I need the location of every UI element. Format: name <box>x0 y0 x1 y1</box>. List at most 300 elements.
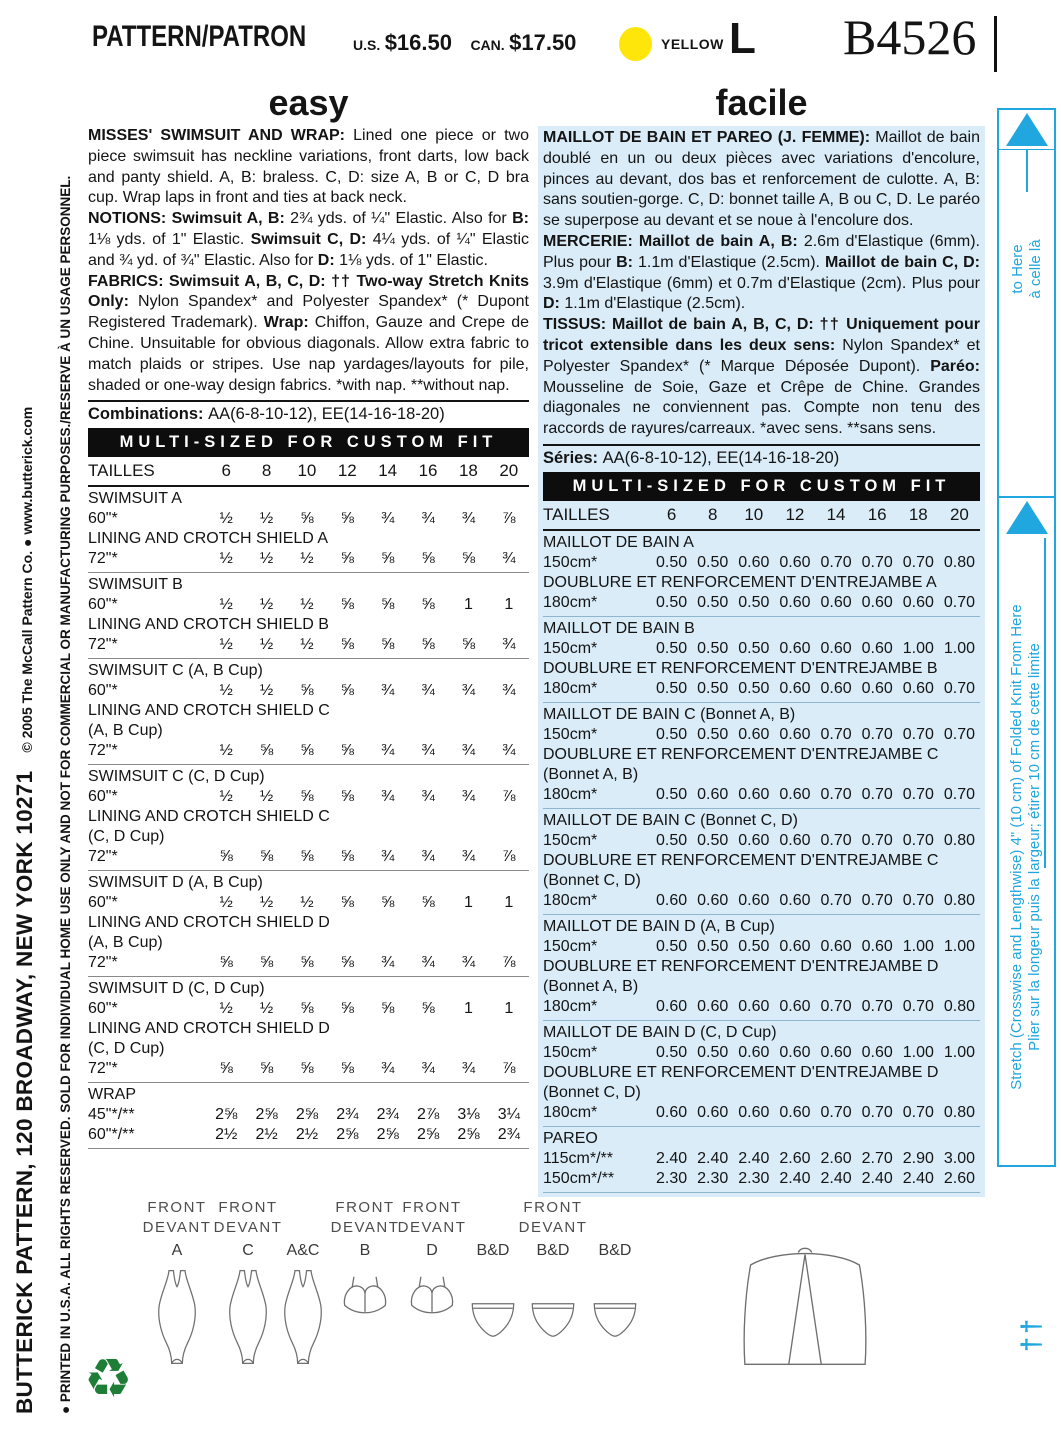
yardage-block <box>543 702 980 808</box>
view-heading: LINING AND CROTCH SHIELD B <box>88 616 329 634</box>
view-heading: LINING AND CROTCH SHIELD C <box>88 702 330 720</box>
yardage-value: 0.60 <box>779 725 811 743</box>
yardage-row <box>543 593 980 613</box>
publisher-address-vertical <box>12 104 38 1414</box>
recycle-icon: ♻ <box>84 1349 133 1409</box>
yardage-value: 0.70 <box>820 997 852 1015</box>
text-run: Mousseline de Soie, Gaze et Crêpe de Chine. Grandes diagonales ne conviennent pas. Compte non tenu des raccords de rayures/carreaux. *avec sens. **sans sens. <box>543 378 980 438</box>
panty-illustration <box>526 1298 580 1342</box>
view-heading: MAILLOT DE BAIN C (Bonnet C, D) <box>543 811 798 829</box>
view-heading: MAILLOT DE BAIN D (C, D Cup) <box>543 1023 777 1041</box>
yardage-value: 0.50 <box>697 1043 729 1061</box>
yardage-value: 0.60 <box>779 997 811 1015</box>
view-heading: (C, D Cup) <box>88 828 165 846</box>
text-run: Chiffon, Gauze and Crepe de Chine. Unsuitable for obvious diagonals. Allow extra fabric to match plaids or stripes. Use nap yardages/layouts for pile, shaded or one-way design fabrics. *with nap. **without nap. <box>88 314 529 394</box>
description-fr <box>543 128 980 440</box>
yardage-value: 2.60 <box>820 1149 852 1167</box>
yardage-value: 2¾ <box>497 1126 520 1144</box>
fabric-width-label: 180cm* <box>543 997 598 1015</box>
yardage-value: ⅝ <box>340 682 354 700</box>
fabric-width-label: 150cm* <box>543 725 598 743</box>
fabric-width-label: 115cm*/** <box>543 1149 613 1167</box>
view-heading: MAILLOT DE BAIN D (A, B Cup) <box>543 917 775 935</box>
yardage-value: 1.00 <box>943 1043 975 1061</box>
fabric-width-label: 60"* <box>88 510 118 528</box>
yardage-value: ¾ <box>381 682 395 700</box>
garment-figure-b-d <box>580 1198 650 1347</box>
yardage-value: 0.60 <box>697 785 729 803</box>
garment-figure-d <box>397 1198 467 1327</box>
yardage-value: ¾ <box>421 848 435 866</box>
yardage-value: 2.40 <box>738 1149 770 1167</box>
can-price-label: CAN. <box>470 37 505 53</box>
yardage-value: ⅝ <box>259 954 274 972</box>
yardage-value: 0.80 <box>943 1103 975 1121</box>
yardage-block <box>543 1020 980 1126</box>
garment-figure-a-c <box>268 1198 338 1371</box>
yardage-value: 0.60 <box>697 1103 729 1121</box>
yardage-block <box>88 1082 529 1148</box>
yardage-value: ⅝ <box>219 848 233 866</box>
yardage-value: ⅝ <box>340 742 354 760</box>
text-run-bold: MISSES' SWIMSUIT AND WRAP: <box>88 127 354 144</box>
yardage-value: 2.70 <box>861 1149 893 1167</box>
text-run: 1⅛ yds. of 1" Elastic. <box>339 251 488 269</box>
yardage-value: 0.70 <box>861 1103 893 1121</box>
view-heading: SWIMSUIT B <box>88 576 183 594</box>
yardage-value: 0.70 <box>943 725 975 743</box>
yardage-value: ¾ <box>421 954 435 972</box>
yardage-value: 0.70 <box>861 997 893 1015</box>
yardage-value: 0.70 <box>861 785 893 803</box>
gauge-label-fr: Plier sur la longeur puis la largeur; étirer 10 cm de cette limite <box>1025 643 1043 1051</box>
yardage-value: 0.80 <box>943 997 975 1015</box>
fabric-width-label: 180cm* <box>543 785 598 803</box>
view-heading: DOUBLURE ET RENFORCEMENT D'ENTREJAMBE D <box>543 957 939 975</box>
yardage-value: 0.60 <box>655 1103 688 1121</box>
text-run: AA(6-8-10-12), EE(14-16-18-20) <box>602 448 840 467</box>
arrow-stem <box>1044 538 1046 868</box>
yardage-value: 0.60 <box>820 639 852 657</box>
garment-figure-b <box>330 1198 400 1327</box>
yardage-value: ½ <box>219 742 233 760</box>
panty-illustration <box>466 1298 520 1342</box>
yardage-value: ⅝ <box>340 1000 354 1018</box>
fabric-width-label: 180cm* <box>543 593 598 611</box>
yardage-value: ½ <box>300 550 314 568</box>
yardage-value: ½ <box>219 636 233 654</box>
yardage-row <box>88 681 529 701</box>
fabric-width-label: 150cm* <box>543 831 598 849</box>
yardage-value: ⅝ <box>219 954 233 972</box>
yardage-value: 0.60 <box>861 1043 893 1061</box>
yardage-block <box>88 976 529 1082</box>
yardage-value: ½ <box>259 596 274 614</box>
yardage-value: 0.50 <box>697 937 729 955</box>
front-devant-label <box>142 1198 212 1242</box>
yardage-value: 0.50 <box>655 639 688 657</box>
yardage-value: 0.60 <box>779 639 811 657</box>
yardage-block <box>543 531 980 616</box>
yardage-value: ⅞ <box>502 848 516 866</box>
yardage-value: 1.00 <box>943 937 975 955</box>
yardage-value: ⅝ <box>381 894 395 912</box>
view-heading: MAILLOT DE BAIN B <box>543 619 695 637</box>
yardage-row <box>88 999 529 1019</box>
yardage-row <box>543 725 980 745</box>
yardage-value: ¾ <box>381 788 395 806</box>
yardage-value: ⅞ <box>502 788 516 806</box>
yardage-value: 0.60 <box>738 997 770 1015</box>
yardage-value: 0.70 <box>820 725 852 743</box>
combinations-row-fr <box>543 444 980 472</box>
front-label: FRONT <box>523 1199 583 1216</box>
yardage-value: ⅝ <box>300 1000 314 1018</box>
yardage-block <box>543 914 980 1020</box>
yardage-value: 1 <box>463 894 473 912</box>
devant-label: DEVANT <box>213 1219 283 1236</box>
yardage-value: ⅝ <box>259 742 274 760</box>
panty-illustration <box>588 1298 642 1342</box>
size-header-row <box>543 501 980 531</box>
yardage-value: ¾ <box>461 1060 476 1078</box>
yardage-value: 2⅝ <box>336 1126 359 1144</box>
yardage-value: ⅝ <box>340 510 354 528</box>
yardage-value: 2⅝ <box>215 1106 238 1124</box>
yardage-value: 0.70 <box>861 553 893 571</box>
view-letter: D <box>426 1242 438 1259</box>
yardage-value: ¾ <box>381 510 395 528</box>
yardage-value: 1 <box>463 1000 473 1018</box>
yardage-value: ⅝ <box>340 636 354 654</box>
yardage-row <box>88 549 529 569</box>
yardage-value: 2⅝ <box>376 1126 399 1144</box>
yardage-value: 0.70 <box>861 725 893 743</box>
yardage-value: 0.70 <box>902 785 934 803</box>
devant-label: DEVANT <box>330 1219 400 1236</box>
text-run: 2¾ yds. of ¼" Elastic. Also for <box>290 210 513 228</box>
yardage-value: 0.50 <box>738 639 770 657</box>
yardage-value: ⅝ <box>300 848 314 866</box>
view-heading: SWIMSUIT A <box>88 490 182 508</box>
yardage-value: 0.60 <box>738 831 770 849</box>
yardage-value: ¾ <box>461 954 476 972</box>
yardage-value: 0.60 <box>902 593 934 611</box>
top-illustration <box>404 1274 460 1322</box>
text-run-bold: Maillot de bain C, D: <box>824 253 981 271</box>
text-run: 1.1m d'Elastique (2.5cm). <box>638 253 825 271</box>
onepiece-illustration <box>221 1268 275 1366</box>
text-run-bold: FABRICS: Swimsuit A, B, C, D: †† Two-way Stretch Knits Only: <box>88 272 529 311</box>
yardage-value: 0.60 <box>779 891 811 909</box>
yardage-value: ⅝ <box>259 848 274 866</box>
yardage-value: ⅝ <box>300 954 314 972</box>
yardage-value: ⅝ <box>340 954 354 972</box>
yardage-value: 2.40 <box>820 1169 852 1187</box>
yardage-value: ½ <box>259 682 274 700</box>
yardage-value: 0.60 <box>779 1043 811 1061</box>
brand-wordmark: PATTERN/PATRON <box>92 20 307 53</box>
yardage-value: 0.70 <box>902 831 934 849</box>
view-heading: (A, B Cup) <box>88 722 163 740</box>
yardage-row <box>88 953 529 973</box>
yardage-row <box>88 741 529 761</box>
yardage-value: 0.50 <box>697 725 729 743</box>
yardage-value: 2.30 <box>697 1169 729 1187</box>
text-run-bold: B: <box>512 210 529 228</box>
yardage-value: ½ <box>259 510 274 528</box>
size-value: 6 <box>666 504 677 524</box>
yardage-value: ¾ <box>461 848 476 866</box>
yardage-row <box>88 595 529 615</box>
view-heading: SWIMSUIT D (A, B Cup) <box>88 874 263 892</box>
fabric-width-label: 150cm* <box>543 1043 598 1061</box>
size-value: 8 <box>707 504 718 524</box>
yardage-value: 0.50 <box>697 553 729 571</box>
yardage-value: 0.50 <box>655 1043 688 1061</box>
arrow-up-icon <box>1006 113 1048 146</box>
view-heading: DOUBLURE ET RENFORCEMENT D'ENTREJAMBE D <box>543 1063 939 1081</box>
yardage-value: 2.40 <box>861 1169 893 1187</box>
yardage-value: 0.60 <box>861 679 893 697</box>
fabric-width-label: 180cm* <box>543 679 598 697</box>
yardage-row <box>88 847 529 867</box>
yardage-value: 1 <box>504 596 514 614</box>
yardage-value: 0.60 <box>902 679 934 697</box>
front-label: FRONT <box>218 1199 278 1216</box>
yardage-value: ½ <box>219 550 233 568</box>
yardage-value: 0.50 <box>655 785 688 803</box>
size-value: 18 <box>908 504 928 524</box>
gauge-label-en: to Here <box>1009 244 1026 294</box>
view-heading: LINING AND CROTCH SHIELD C <box>88 808 330 826</box>
size-value: 14 <box>826 504 846 524</box>
can-price-value: $17.50 <box>509 30 577 55</box>
text-run: 3.9m d'Elastique (6mm) et 0.7m d'Elastique (2cm). Plus pour <box>543 274 980 292</box>
view-letter: A <box>171 1242 183 1259</box>
yardage-block <box>543 808 980 914</box>
yardage-value: 1.00 <box>902 937 934 955</box>
yardage-value: 0.60 <box>779 831 811 849</box>
arrow-stem <box>1026 150 1028 192</box>
fabric-width-label: 72"* <box>88 954 118 972</box>
yardage-value: 1.00 <box>902 1043 934 1061</box>
yardage-block <box>88 487 529 572</box>
onepiece-illustration <box>276 1268 330 1366</box>
wrap-illustration <box>731 1244 879 1370</box>
yardage-block <box>543 616 980 702</box>
yardage-row <box>543 891 980 911</box>
yardage-value: 0.80 <box>943 891 975 909</box>
yardage-value: 2½ <box>255 1126 278 1144</box>
view-heading: DOUBLURE ET RENFORCEMENT D'ENTREJAMBE C <box>543 745 939 763</box>
yardage-value: 2½ <box>295 1126 319 1144</box>
yardage-value: 0.50 <box>655 831 688 849</box>
fabric-width-label: 150cm*/** <box>543 1169 615 1187</box>
yardage-value: 0.70 <box>820 553 852 571</box>
yardage-row <box>543 997 980 1017</box>
size-value: 10 <box>297 461 317 481</box>
yardage-value: 0.60 <box>820 593 852 611</box>
yardage-value: 0.60 <box>820 1043 852 1061</box>
yardage-value: ⅝ <box>340 848 354 866</box>
text-run-bold: Séries: <box>543 448 603 467</box>
yardage-value: 1 <box>463 596 473 614</box>
yardage-value: 2¾ <box>336 1106 359 1124</box>
view-letter: B&D <box>598 1242 632 1259</box>
legal-notice-vertical: ● PRINTED IN U.S.A. ALL RIGHTS RESERVED. SOLD FOR INDIVIDUAL HOME USE ONLY AND NOT FOR COMMERCIAL OR MANUFACTURING PURPOSES./RESERVE À UN USAGE PERSONNEL. <box>58 175 73 1414</box>
text-run: 1.1m d'Elastique (2.5cm). <box>564 295 746 313</box>
gauge-label-en: Stretch (Crosswise and Lengthwise) 4" (10 cm) of Folded Knit From Here <box>1008 604 1025 1090</box>
yardage-row <box>543 785 980 805</box>
yardage-value: 0.70 <box>902 553 934 571</box>
yardage-value: ⅝ <box>421 550 435 568</box>
yardage-value: 0.50 <box>655 553 688 571</box>
yardage-value: 2⅝ <box>416 1126 440 1144</box>
view-heading: (Bonnet A, B) <box>543 977 639 995</box>
yardage-value: 0.70 <box>902 997 934 1015</box>
yardage-value: ½ <box>300 636 314 654</box>
view-heading: MAILLOT DE BAIN A <box>543 533 694 551</box>
difficulty-label-en: easy <box>268 82 349 123</box>
yardage-table-fr <box>543 501 980 1193</box>
yardage-value: ⅝ <box>421 1000 435 1018</box>
yardage-value: 2⅞ <box>416 1106 440 1124</box>
yardage-value: ½ <box>219 788 233 806</box>
yardage-value: 2.40 <box>902 1169 934 1187</box>
yardage-row <box>543 679 980 699</box>
yardage-value: ⅝ <box>461 636 476 654</box>
fabric-width-label: 45"*/** <box>88 1106 135 1124</box>
yardage-block <box>88 572 529 658</box>
text-run-bold: B: <box>616 253 638 271</box>
text-run: 4¼ yds. of ¼" Elastic and ¾ yd. of ¾" Elastic. Also for <box>88 230 530 269</box>
fabric-width-label: 72"* <box>88 848 118 866</box>
yardage-value: 0.60 <box>861 639 893 657</box>
yardage-value: ¾ <box>421 1060 435 1078</box>
yardage-value: 0.60 <box>820 937 852 955</box>
yardage-value: ⅝ <box>300 682 314 700</box>
view-letter: B <box>359 1242 371 1259</box>
yardage-value: 2¾ <box>376 1106 399 1124</box>
yardage-value: ½ <box>259 636 274 654</box>
yardage-value: ½ <box>219 596 233 614</box>
yardage-row <box>543 553 980 573</box>
size-value: 18 <box>458 461 478 481</box>
yardage-value: ¾ <box>381 1060 395 1078</box>
yardage-value: 0.50 <box>738 937 770 955</box>
view-heading: DOUBLURE ET RENFORCEMENT D'ENTREJAMBE B <box>543 659 938 677</box>
yardage-value: 2.30 <box>738 1169 770 1187</box>
english-column <box>88 84 529 1149</box>
yardage-value: 0.70 <box>820 785 852 803</box>
yardage-row <box>543 639 980 659</box>
yardage-value: ¾ <box>461 682 476 700</box>
fabric-width-label: 150cm* <box>543 553 598 571</box>
yardage-value: ⅝ <box>340 596 354 614</box>
yardage-value: 3.00 <box>943 1149 975 1167</box>
yardage-value: 0.60 <box>779 937 811 955</box>
yardage-value: 2½ <box>215 1126 238 1144</box>
yardage-value: 0.60 <box>861 937 893 955</box>
yardage-value: 2.40 <box>655 1149 688 1167</box>
yardage-value: ⅝ <box>421 894 435 912</box>
yardage-row <box>543 1149 980 1169</box>
yardage-value: 0.50 <box>697 593 729 611</box>
yardage-value: ¾ <box>461 510 476 528</box>
text-run: AA(6-8-10-12), EE(14-16-18-20) <box>208 405 445 424</box>
front-label: FRONT <box>147 1199 207 1216</box>
copyright-line: © 2005 The McCall Pattern Co. ● www.butterick.com <box>19 406 35 753</box>
size-header-label: TAILLES <box>543 504 610 524</box>
yardage-table-en <box>88 457 529 1149</box>
yardage-value: ¾ <box>381 742 395 760</box>
yardage-value: ⅝ <box>381 550 395 568</box>
difficulty-label-fr: facile <box>715 82 808 123</box>
yardage-value: ½ <box>219 894 233 912</box>
color-swatch-icon <box>619 27 652 61</box>
yardage-value: ¾ <box>421 742 435 760</box>
fabric-width-label: 72"* <box>88 1060 118 1078</box>
garment-figure-wrap <box>730 1244 880 1375</box>
double-dagger-mark: †† <box>1016 1315 1046 1352</box>
front-label: FRONT <box>335 1199 395 1216</box>
front-devant-label <box>397 1198 467 1242</box>
yardage-value: ¾ <box>421 788 435 806</box>
text-run-bold: Paréo: <box>930 357 980 375</box>
devant-label: DEVANT <box>518 1219 588 1236</box>
yardage-value: 0.60 <box>779 679 811 697</box>
yardage-row <box>543 1103 980 1123</box>
yardage-value: ⅞ <box>502 954 516 972</box>
garment-figure-a <box>142 1198 212 1371</box>
yardage-value: ⅝ <box>381 636 395 654</box>
front-devant-label <box>580 1198 650 1242</box>
yardage-row <box>88 1105 529 1125</box>
yardage-value: ⅞ <box>502 1060 516 1078</box>
description-paragraph <box>543 315 980 440</box>
yardage-block <box>543 1126 980 1192</box>
yardage-value: 0.80 <box>943 831 975 849</box>
yardage-value: ⅝ <box>381 1000 395 1018</box>
onepiece-illustration <box>150 1268 204 1366</box>
yardage-value: 0.50 <box>697 639 729 657</box>
top-illustration <box>337 1274 393 1322</box>
yardage-value: 0.60 <box>655 997 688 1015</box>
yardage-value: 0.60 <box>738 553 770 571</box>
fabric-width-label: 60"*/** <box>88 1126 135 1144</box>
yardage-row <box>543 1043 980 1063</box>
yardage-value: 0.50 <box>738 593 770 611</box>
size-value: 8 <box>261 461 272 481</box>
size-value: 12 <box>785 504 805 524</box>
yardage-value: ½ <box>259 894 274 912</box>
french-column <box>538 84 985 1197</box>
yardage-value: 0.60 <box>738 785 770 803</box>
description-en <box>88 126 529 396</box>
yardage-value: 0.50 <box>655 725 688 743</box>
yardage-row <box>543 831 980 851</box>
color-swatch-label: YELLOW <box>661 36 724 52</box>
size-value: 12 <box>337 461 357 481</box>
yardage-value: 2.60 <box>779 1149 811 1167</box>
yardage-value: 0.60 <box>655 891 688 909</box>
yardage-value: 1 <box>504 1000 514 1018</box>
size-value: 16 <box>418 461 438 481</box>
text-run-bold: Swimsuit C, D: <box>250 230 373 248</box>
view-heading: WRAP <box>88 1086 136 1104</box>
yardage-value: 2.90 <box>902 1149 934 1167</box>
